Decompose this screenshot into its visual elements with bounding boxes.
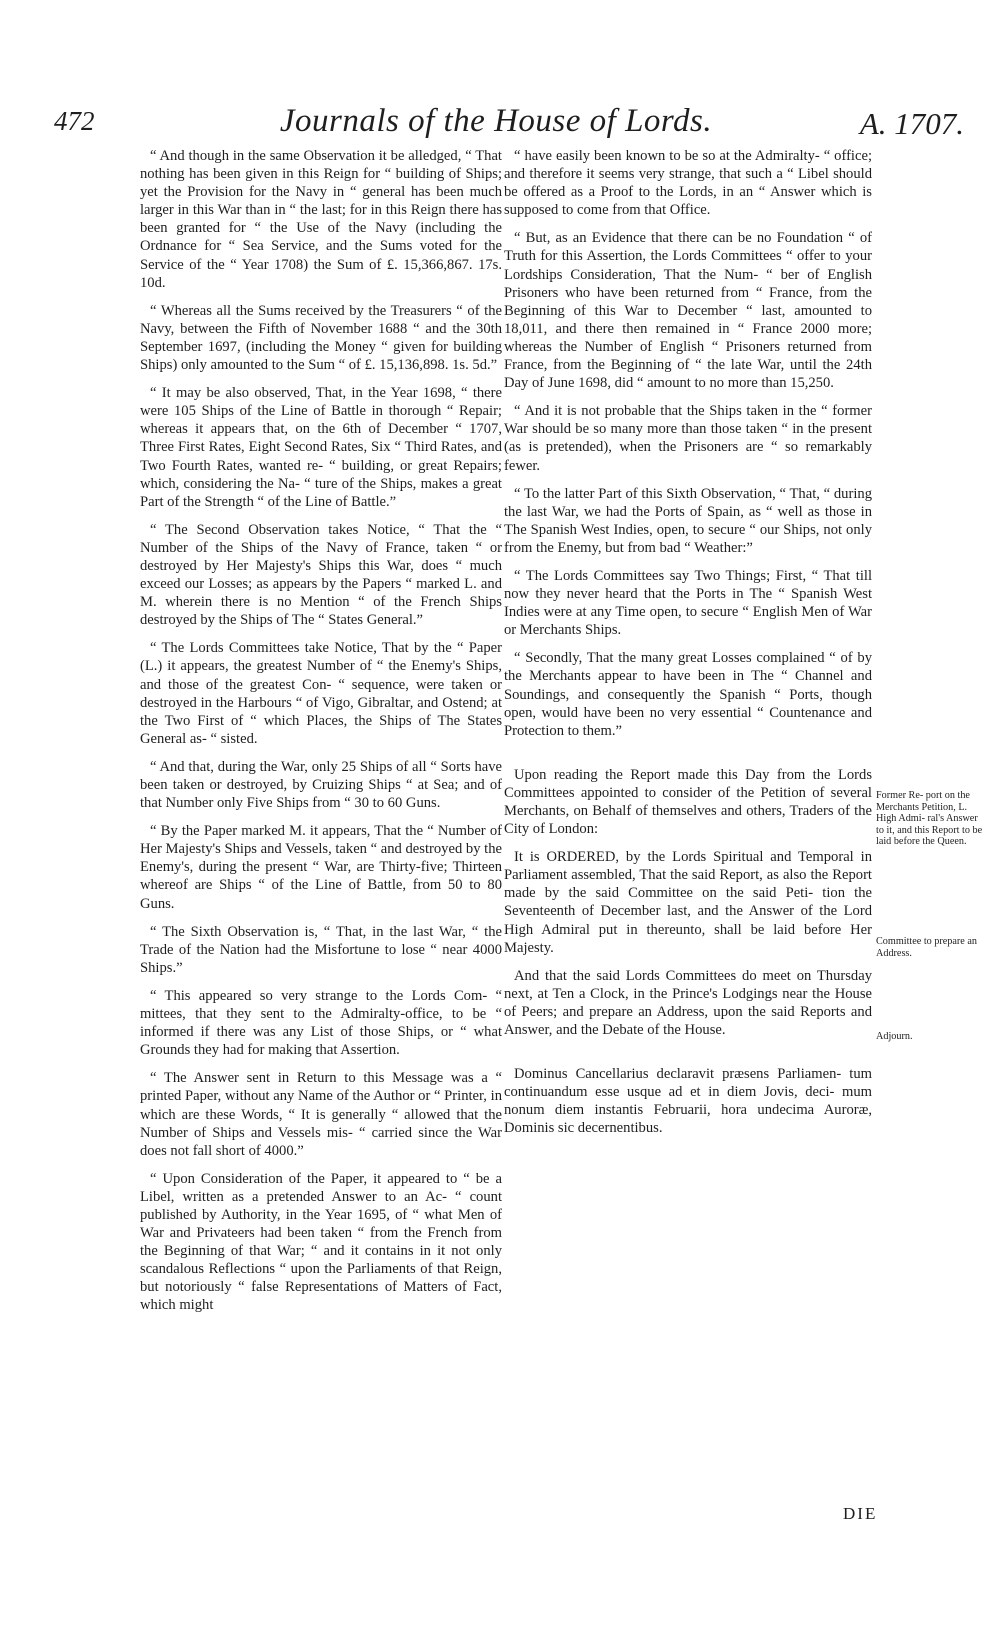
page-number: 472 bbox=[54, 106, 95, 136]
margin-note-committee: Committee to prepare an Address. bbox=[876, 936, 977, 959]
paragraph: “ But, as an Evidence that there can be no Foundation “ of Truth for this Assertion, the Lords Committees “ offer to your Lordships Consideration, That the Num- “ ber of English Prisoners who have been returned from “ France, from the Beginning of this War to December “ last, amounted to 18,011, and there then remained in “ France 2000 more; whereas the Number of English “ Prisoners returned from France, from the Beginning of “ the late War, until the 24th Day of June 1698, did “ amount to no more than 15,250. bbox=[504, 230, 872, 392]
left-column bbox=[140, 147, 502, 1325]
paragraph: “ This appeared so very strange to the Lords Com- “ mittees, that they sent to the Admiralty-office, to be “ informed if there was any List of those Ships, or “ what Grounds they had for making that Assertion. bbox=[140, 987, 502, 1059]
right-column bbox=[504, 147, 872, 1148]
paragraph: “ And it is not probable that the Ships taken in the “ former War should be so many more than those taken “ in the present (as is pretended), when the Prisoners are “ so remarkably fewer. bbox=[504, 403, 872, 474]
paragraph: “ The Lords Committees take Notice, That by the “ Paper (L.) it appears, the greatest Number of “ the Enemy's Ships, and those of the greatest Con- “ sequence, were taken or destroyed in the Harbours “ of Vigo, Gibraltar, and Ostend; at the Two First of “ which Places, the Ships of The States General as- “ sisted. bbox=[140, 640, 502, 747]
paragraph: “ The Answer sent in Return to this Message was a “ printed Paper, without any Name of the Author or “ Printer, in which are these Words, “ It is generally “ allowed that the Number of Ships and Vessels mis- “ carried since the War does not fall short of 4000.” bbox=[140, 1070, 502, 1159]
order-paragraph: It is ORDERED, by the Lords Spiritual and Temporal in Parliament assembled, That the said Report, as also the Report made by the said Committee on the said Peti- tion the Seventeenth of December last, and the Answer of the Lord High Admiral put in thereunto, shall be laid before Her Majesty. bbox=[504, 849, 872, 956]
paragraph: “ It may be also observed, That, in the Year 1698, “ there were 105 Ships of the Line of Battle in thorough “ Repair; whereas it appears that, on the 6th of December “ 1707, Three First Rates, Eight Second Rates, Six “ Third Rates, and Two Fourth Rates, wanted re- “ building, or great Repairs; which, considering the Na- “ ture of the Ships, makes a great Part of the Strength “ of the Line of Battle.” bbox=[140, 385, 502, 510]
committee-paragraph: And that the said Lords Committees do meet on Thursday next, at Ten a Clock, in the Prince's Lodgings near the House of Peers; and prepare an Address, upon the said Reports and Answer, and the Debate of the House. bbox=[504, 967, 872, 1039]
paragraph: “ And that, during the War, only 25 Ships of all “ Sorts have been taken or destroyed, by Cruizing Ships “ at Sea; and of that Number only Five Ships from “ 30 to 60 Guns. bbox=[140, 758, 502, 812]
catchword: DIE bbox=[843, 1504, 878, 1523]
report-paragraph: Upon reading the Report made this Day from the Lords Committees appointed to consider of the Petition of several Merchants, on Behalf of themselves and others, Traders of the City of London: bbox=[504, 766, 872, 838]
paragraph: “ The Lords Committees say Two Things; First, “ That till now they never heard that the Ports in The “ Spanish West Indies were at any Time open, to secure “ English Men of War or Merchants Ships. bbox=[504, 567, 872, 639]
year-heading: A. 1707. bbox=[859, 106, 964, 141]
margin-note-report: Former Re- port on the Merchants Petition, L. High Admi- ral's Answer to it, and this Report to be laid before the Queen. bbox=[876, 790, 983, 847]
margin-note-adjourn: Adjourn. bbox=[876, 1031, 913, 1042]
paragraph: “ And though in the same Observation it be alledged, “ That nothing has been given in this Reign for “ building of Ships; yet the Provision for the Navy in “ general has been much larger in this War than in “ the last; for in this Reign there has been granted for “ the Use of the Navy (including the Ordnance for “ Sea Service, and the Sums voted for the Service of the “ Year 1708) the Sum of £. 15,366,867. 17s. 10d. bbox=[140, 148, 502, 291]
paragraph: “ Upon Consideration of the Paper, it appeared to “ be a Libel, written as a pretended Answer to an Ac- “ count published by Authority, in the Year 1695, of “ what Men of War and Privateers had been taken “ from the French from the Beginning of that War; “ and it contains in it not only scandalous Reflections “ upon the Parliaments of that Reign, but notoriously “ false Representations of Matters of Fact, which might bbox=[140, 1170, 502, 1314]
paragraph: “ Secondly, That the many great Losses complained “ of by the Merchants appear to have been in The “ Channel and Soundings, and consequently the Spanish “ Ports, though open, would have been no very essential “ Countenance and Protection to them.” bbox=[504, 650, 872, 739]
paragraph: “ The Sixth Observation is, “ That, in the last War, “ the Trade of the Nation had the Misfortune to lose “ near 4000 Ships.” bbox=[140, 923, 502, 976]
running-title: Journals of the House of Lords. bbox=[279, 103, 713, 139]
paragraph: “ have easily been known to be so at the Admiralty- “ office; and therefore it seems very strange, that such a “ Libel should be offered as a Proof to the Lords, in an “ Answer which is supposed to come from that Office. bbox=[504, 148, 872, 219]
page-header bbox=[0, 0, 992, 140]
paragraph: “ The Second Observation takes Notice, “ That the “ Number of the Ships of the Navy of France, taken “ or destroyed by Her Majesty's Ships this War, does “ much exceed our Losses; as appears by the Papers “ marked L. and M. wherein there is no Mention “ of the French Ships destroyed by the Ships of The “ States General.” bbox=[140, 521, 502, 629]
adjournment-paragraph: Dominus Cancellarius declaravit præsens Parliamen- tum continuandum esse usque ad et in diem Jovis, deci- mum nonum diem instantis Februarii, hora undecima Auroræ, Dominis sic decernentibus. bbox=[504, 1066, 872, 1137]
paragraph: “ To the latter Part of this Sixth Observation, “ That, “ during the last War, we had the Ports of Spain, as “ well as those in The Spanish West Indies, open, to secure “ our Ships, not only from the Enemy, but from bad “ Weather:” bbox=[504, 485, 872, 556]
paragraph: “ Whereas all the Sums received by the Treasurers “ of the Navy, between the Fifth of November 1688 “ and the 30th September 1697, (including the Money “ given for building Ships) only amounted to the Sum “ of £. 15,136,898. 1s. 5d.” bbox=[140, 302, 502, 374]
paragraph: “ By the Paper marked M. it appears, That the “ Number of Her Majesty's Ships and Vessels, taken “ and destroyed by the Enemy's, during the present “ War, are Thirty-five; Thirteen whereof are Ships “ of the Line of Battle, from 50 to 80 Guns. bbox=[140, 823, 502, 912]
